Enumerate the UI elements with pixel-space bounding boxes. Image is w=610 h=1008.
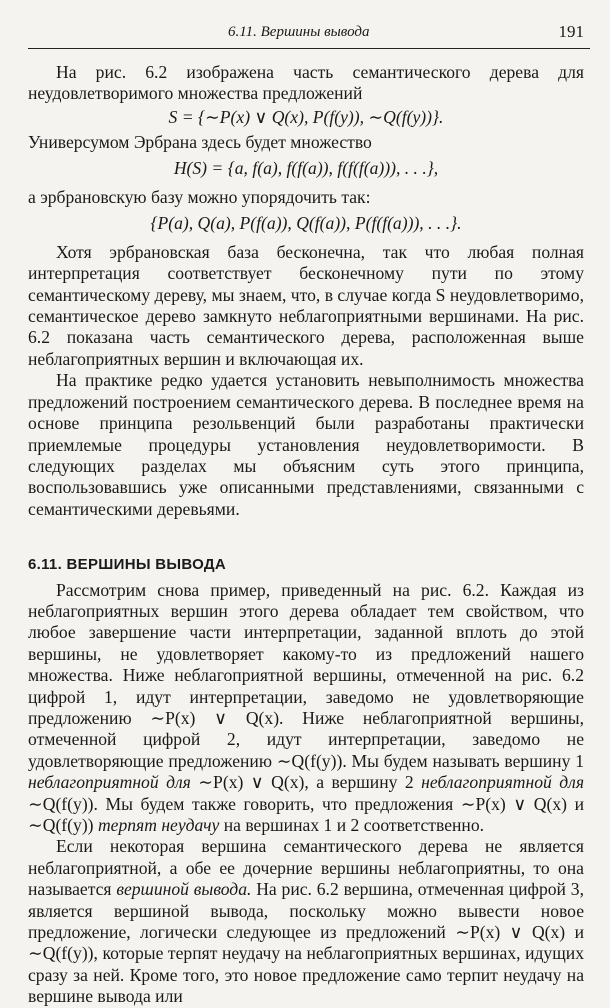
paragraph-6-text-a: Рассмотрим снова пример, приведенный на рис. 6.2. Каждая из неблагоприятных вершин этого дерева обладает тем свойством, что любое завершение части интерпретации, заданной вплоть до этой вершины, не удовлетворяет какому-то из предложений нашего множества. Ниже неблагоприятной вершины, отмеченной на рис. 6.2 цифрой 1, идут интерпретации, заведомо не удовлетворяющие предложению ∼P(x) ∨ Q(x). Ниже неблагоприятной вершины, отмеченной цифрой 2, идут интерпретации, заведомо не удовлетворяющие предложению ∼Q(f(y)). Мы будем называть вершину 1	[28, 579, 584, 771]
paragraph-6-emphasis-3: терпят неудачу	[97, 815, 220, 835]
page-number: 191	[558, 22, 584, 41]
paragraph-6-emphasis-1: неблагоприятной для	[28, 772, 191, 793]
paragraph-7-text-b: На рис. 6.2 вершина, отмеченная цифрой 3, является вершиной вывода, поскольку можно вывести новое предложение, логически следующее из предложений ∼P(x) ∨ Q(x) и ∼Q(f(y)), которые терпят неудачу на неблагоприятных вершинах, идущих сразу за ней. Кроме того, это новое предложение само терпит неудачу на вершине вывода или	[28, 879, 584, 1007]
paragraph-6-text-b: ∼P(x) ∨ Q(x), а вершину 2	[190, 772, 422, 793]
section-heading: 6.11. ВЕРШИНЫ ВЫВОДА	[28, 556, 227, 574]
paragraph-6	[28, 580, 584, 837]
paragraph-1: На рис. 6.2 изображена часть семантического дерева для неудовлетворимого множества предложений	[28, 62, 584, 104]
paragraph-4: Хотя эрбрановская база бесконечна, так что любая полная интерпретация соответствует бесконечному пути по этому семантическому дереву, мы знаем, что, в случае когда S неудовлетворимо, семантическое дерево замкнуто неблагоприятными вершинами. На рис. 6.2 показана часть семантического дерева, расположенная выше неблагоприятных вершин и включающая их.	[28, 241, 584, 369]
running-title: 6.11. Вершины вывода	[228, 24, 370, 40]
page-body	[28, 62, 584, 1008]
paragraph-7-text-a: Если некоторая вершина семантического дерева не является неблагоприятной, а обе ее дочерние вершины неблагоприятны, то она называется	[28, 836, 584, 900]
formula-herbrand-universe: H(S) = {a, f(a), f(f(a)), f(f(f(a))), . . .},	[173, 157, 439, 178]
paragraph-3: а эрбрановскую базу можно упорядочить так:	[28, 187, 371, 208]
paragraph-7	[28, 836, 584, 1007]
page-header	[28, 14, 590, 49]
paragraph-7-emphasis: вершиной вывода.	[116, 879, 252, 900]
paragraph-6-text-c: ∼Q(f(y)). Мы будем также говорить, что предложения ∼P(x) ∨ Q(x) и ∼Q(f(y))	[28, 793, 584, 835]
formula-clause-set: S = {∼P(x) ∨ Q(x), P(f(y)), ∼Q(f(y))}.	[168, 106, 444, 127]
formula-herbrand-base: {P(a), Q(a), P(f(a)), Q(f(a)), P(f(f(a))), . . .}.	[150, 213, 462, 234]
paragraph-2: Универсумом Эрбрана здесь будет множество	[28, 132, 372, 153]
paragraph-6-text-d: на вершинах 1 и 2 соответственно.	[219, 815, 485, 835]
paragraph-5: На практике редко удается установить невыполнимость множества предложений построением семантического дерева. В последнее время на основе принципа резольвенций были разработаны практически приемлемые процедуры установления неудовлетворимости. В следующих разделах мы объясним суть этого принципа, воспользовавшись уже описанными представлениями, связанными с семантическими деревьями.	[28, 370, 584, 519]
paragraph-6-emphasis-2: неблагоприятной для	[421, 772, 584, 793]
